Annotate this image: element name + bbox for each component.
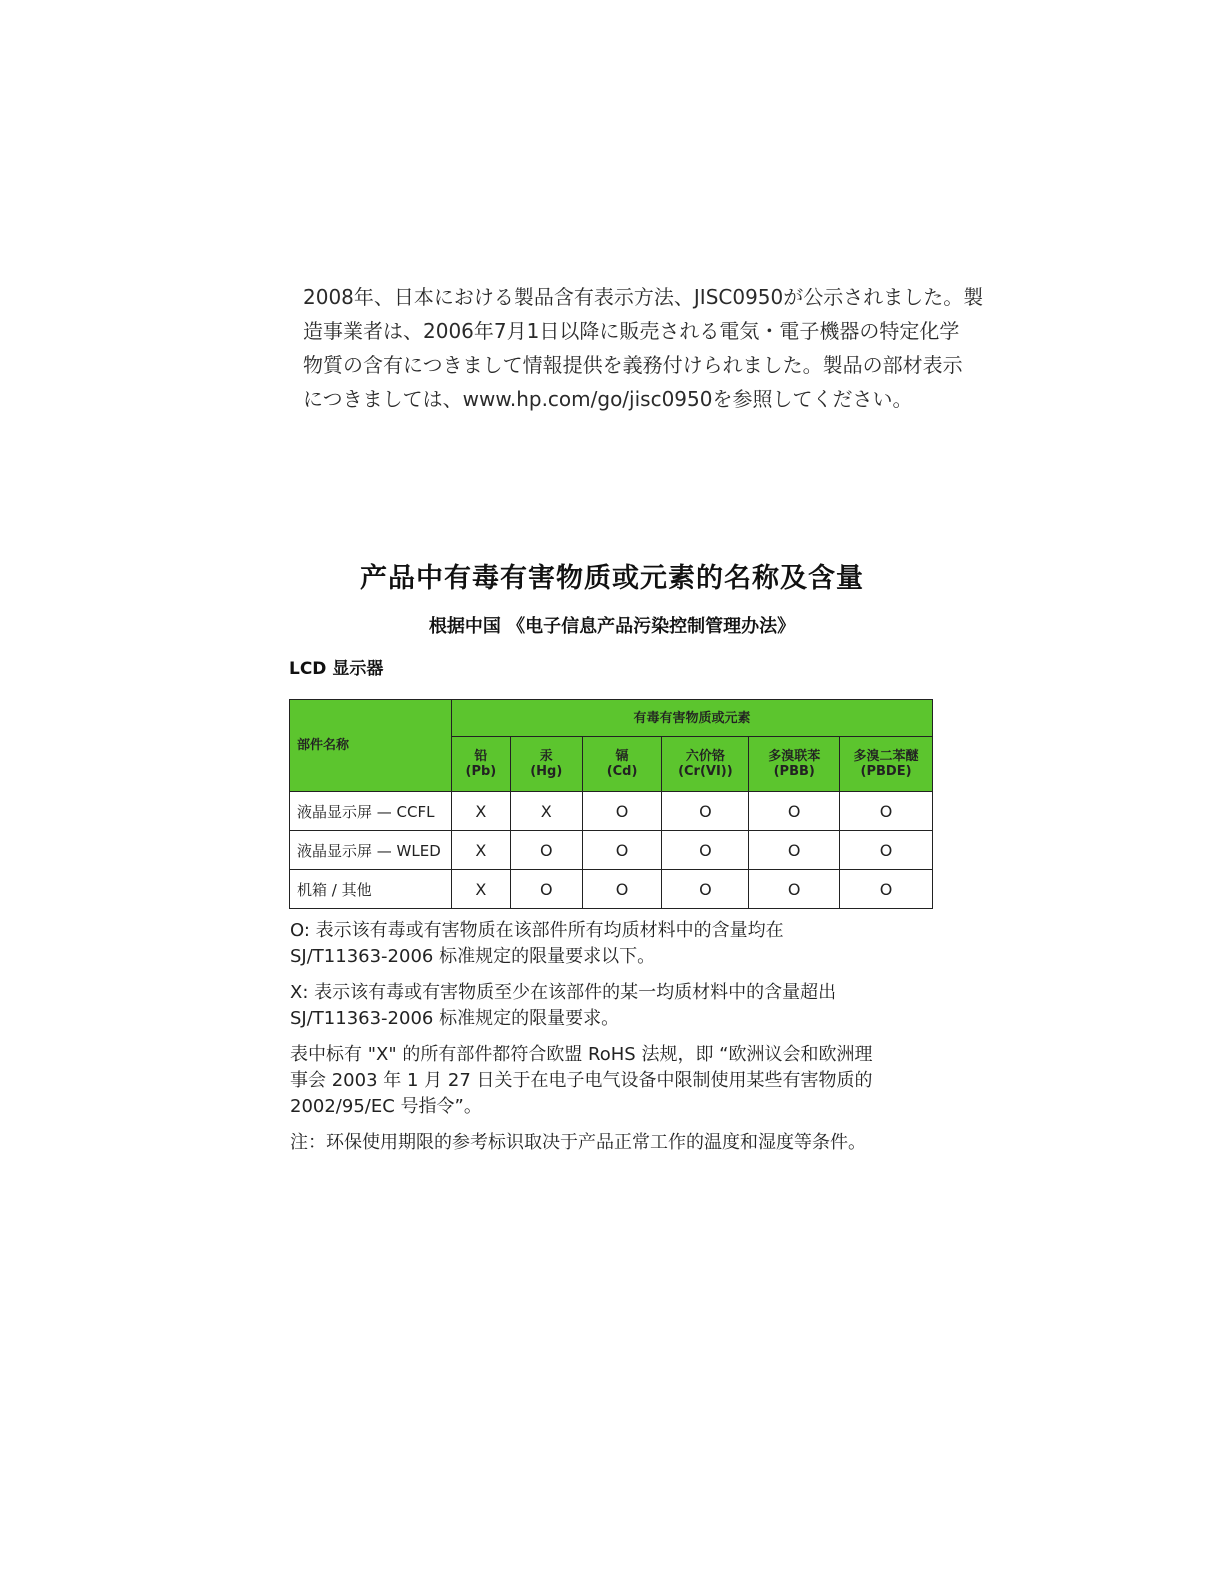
substance-group-header: 有毒有害物质或元素	[451, 700, 932, 737]
value-cell: O	[582, 870, 662, 909]
rohs-note-line: 事会 2003 年 1 月 27 日关于在电子电气设备中限制使用某些有害物质的	[290, 1070, 873, 1091]
value-cell: O	[662, 792, 749, 831]
substance-header-crvi	[662, 737, 749, 792]
value-cell: O	[840, 792, 933, 831]
part-name-cell: 机箱 / 其他	[290, 870, 452, 909]
rohs-note	[290, 1042, 940, 1120]
value-cell: O	[749, 831, 840, 870]
substance-name: 多溴二苯醚	[853, 749, 919, 764]
value-cell: O	[662, 870, 749, 909]
value-cell: O	[582, 792, 662, 831]
part-name-cell: 液晶显示屏 — WLED	[290, 831, 452, 870]
substance-symbol: (Pb)	[465, 764, 497, 779]
value-cell: O	[840, 831, 933, 870]
rohs-note-line: 2002/95/EC 号指令”。	[290, 1096, 482, 1117]
japanese-notice-line: 2008年、日本における製品含有表示方法、JISC0950が公示されました。製	[303, 285, 984, 309]
o-note-line: SJ/T11363-2006 标准规定的限量要求以下。	[290, 946, 656, 967]
value-cell: O	[510, 831, 582, 870]
substance-name: 多溴联苯	[768, 749, 821, 764]
env-note	[290, 1130, 940, 1156]
substance-symbol: (Hg)	[530, 764, 563, 779]
substance-header-pbb	[749, 737, 840, 792]
value-cell: O	[749, 870, 840, 909]
substance-name: 汞	[539, 749, 553, 764]
japanese-notice-line: 物質の含有につきまして情報提供を義務付けられました。製品の部材表示	[303, 353, 963, 377]
table-row	[290, 870, 933, 909]
substance-header-pb	[451, 737, 510, 792]
x-note	[290, 980, 940, 1032]
value-cell: O	[510, 870, 582, 909]
value-cell: O	[749, 792, 840, 831]
value-cell: O	[840, 870, 933, 909]
rohs-title: 产品中有毒有害物质或元素的名称及含量	[360, 563, 864, 594]
part-name-header: 部件名称	[290, 700, 452, 792]
part-name-cell: 液晶显示屏 — CCFL	[290, 792, 452, 831]
value-cell: O	[582, 831, 662, 870]
section-label: LCD 显示器	[289, 659, 384, 679]
table-row	[290, 831, 933, 870]
o-note-line: O: 表示该有毒或有害物质在该部件所有均质材料中的含量均在	[290, 920, 784, 941]
japanese-notice-line: につきましては、www.hp.com/go/jisc0950を参照してください。	[303, 387, 913, 411]
substance-symbol: (Cd)	[606, 764, 638, 779]
substance-name: 六价铬	[685, 749, 725, 764]
rohs-note-line: 表中标有 "X" 的所有部件都符合欧盟 RoHS 法规，即 “欧洲议会和欧洲理	[290, 1044, 873, 1065]
env-note-line: 注：环保使用期限的参考标识取决于产品正常工作的温度和湿度等条件。	[290, 1132, 866, 1153]
japanese-notice-line: 造事業者は、2006年7月1日以降に販売される電気・電子機器の特定化学	[303, 319, 960, 343]
substance-header-pbde	[840, 737, 933, 792]
hazard-substance-table	[289, 699, 933, 909]
substance-symbol: (PBB)	[773, 764, 815, 779]
value-cell: X	[510, 792, 582, 831]
table-row	[290, 792, 933, 831]
substance-header-hg	[510, 737, 582, 792]
japanese-notice	[303, 280, 984, 416]
o-note	[290, 918, 940, 970]
substance-symbol: (PBDE)	[860, 764, 912, 779]
value-cell: X	[451, 870, 510, 909]
substance-symbol: (Cr(VI))	[678, 764, 733, 779]
substance-header-cd	[582, 737, 662, 792]
value-cell: X	[451, 831, 510, 870]
notes-section	[290, 918, 940, 1166]
substance-name: 铅	[474, 749, 488, 764]
rohs-subtitle: 根据中国 《电子信息产品污染控制管理办法》	[428, 616, 796, 637]
x-note-line: X: 表示该有毒或有害物质至少在该部件的某一均质材料中的含量超出	[290, 982, 837, 1003]
value-cell: O	[662, 831, 749, 870]
value-cell: X	[451, 792, 510, 831]
x-note-line: SJ/T11363-2006 标准规定的限量要求。	[290, 1008, 620, 1029]
substance-name: 镉	[615, 749, 629, 764]
